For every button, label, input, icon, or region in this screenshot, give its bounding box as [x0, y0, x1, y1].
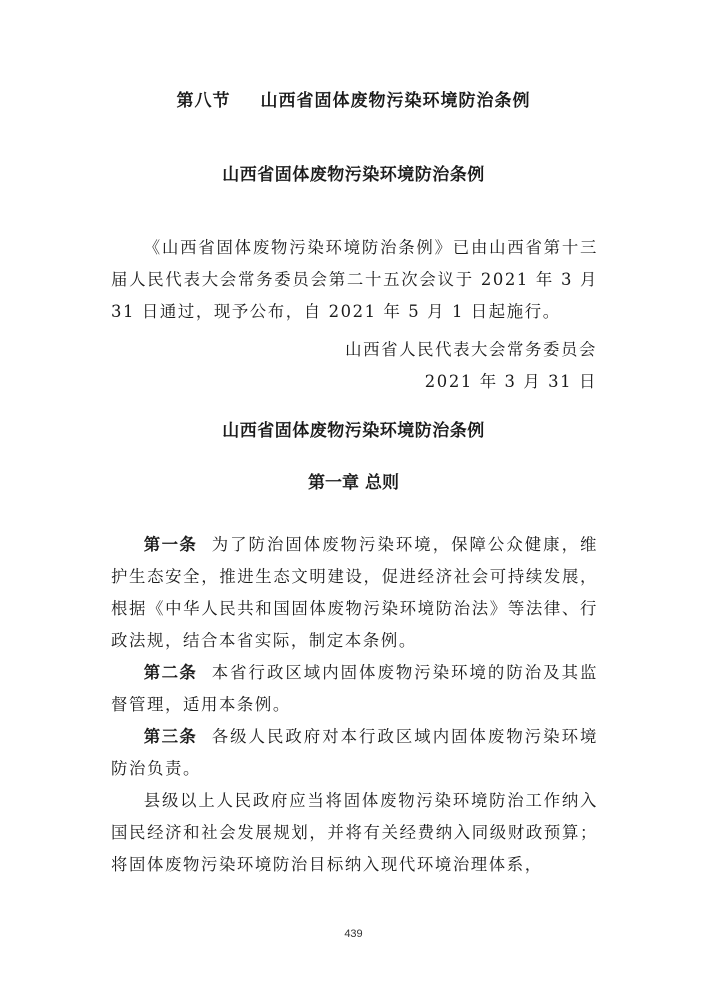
section-number: 第八节 — [176, 91, 231, 111]
section-heading — [0, 86, 707, 111]
section-title: 山西省固体废物污染环境防治条例 — [260, 91, 531, 111]
articles-body — [111, 529, 598, 881]
issue-date: 2021 年 3 月 31 日 — [424, 372, 597, 391]
article-label: 第三条 — [143, 727, 198, 746]
article-2 — [111, 657, 598, 721]
document-title: 山西省固体废物污染环境防治条例 — [222, 165, 485, 185]
article-text: 本省行政区域内固体废物污染环境的防治及其监督管理，适用本条例。 — [111, 663, 598, 714]
article-3-continuation: 县级以上人民政府应当将固体废物污染环境防治工作纳入国民经济和社会发展规划，并将有关经费纳入同级财政预算；将固体废物污染环境防治目标纳入现代环境治理体系， — [111, 791, 598, 874]
issuer-signature: 山西省人民代表大会常务委员会 — [345, 340, 597, 359]
article-3 — [111, 721, 598, 785]
article-1 — [111, 529, 598, 657]
article-label: 第一条 — [143, 535, 198, 554]
promulgation-notice — [111, 232, 598, 328]
chapter-title: 第一章 总则 — [308, 473, 399, 493]
regulation-title: 山西省固体废物污染环境防治条例 — [222, 421, 485, 441]
intro-paragraph: 《山西省固体废物污染环境防治条例》已由山西省第十三届人民代表大会常务委员会第二十五次会议于 2021 年 3 月 31 日通过，现予公布，自 2021 年 5 月 1 日起施行。 — [111, 238, 598, 321]
page-number: 439 — [344, 928, 363, 940]
article-text: 各级人民政府对本行政区域内固体废物污染环境防治负责。 — [111, 727, 598, 778]
article-label: 第二条 — [143, 663, 198, 682]
article-text: 为了防治固体废物污染环境，保障公众健康，维护生态安全，推进生态文明建设，促进经济社会可持续发展，根据《中华人民共和国固体废物污染环境防治法》等法律、行政法规，结合本省实际，制定本条例。 — [111, 535, 598, 650]
